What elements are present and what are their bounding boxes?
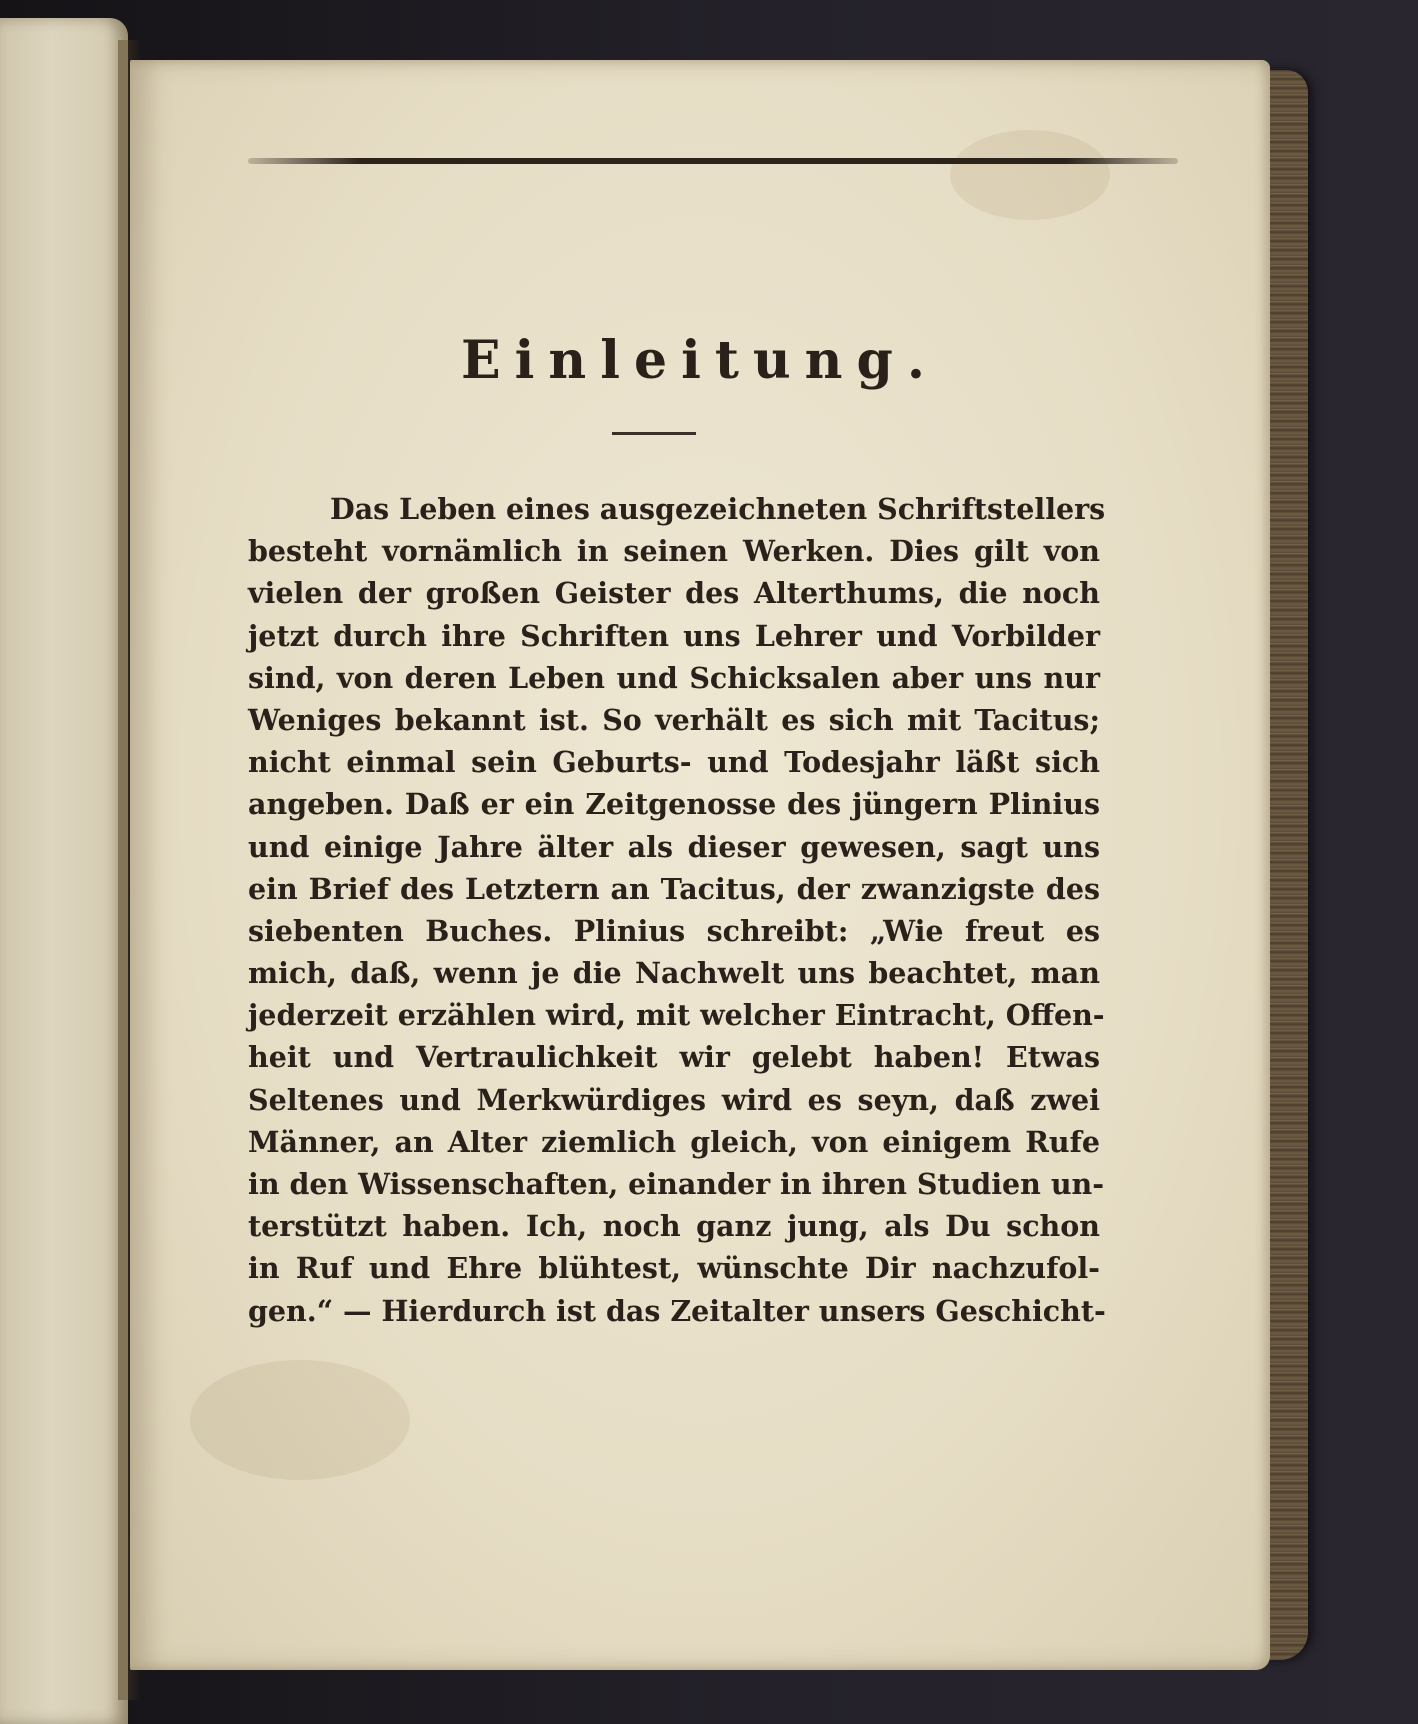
- chapter-title: Einleitung.: [461, 330, 939, 391]
- text-line: siebenten Buches. Plinius schreibt: „Wie freut es: [248, 913, 1100, 948]
- text-line: in den Wissenschaften, einander in ihren Studien un-: [248, 1167, 1105, 1201]
- text-line: vielen der großen Geister des Alterthums, die noch: [248, 576, 1100, 611]
- text-line: sind, von deren Leben und Schicksalen aber uns nur: [248, 660, 1100, 695]
- text-line: heit und Vertraulichkeit wir gelebt haben! Etwas: [248, 1040, 1100, 1075]
- title-underline: [612, 432, 696, 435]
- paper-stain: [950, 130, 1110, 220]
- text-line: und einige Jahre älter als dieser gewesen, sagt uns: [248, 829, 1100, 864]
- text-line: terstützt haben. Ich, noch ganz jung, als Du schon: [248, 1209, 1100, 1244]
- text-line: angeben. Daß er ein Zeitgenosse des jüngern Plinius: [248, 787, 1100, 822]
- text-line: gen.“ — Hierdurch ist das Zeitalter unsers Geschicht-: [248, 1293, 1106, 1328]
- text-line: besteht vornämlich in seinen Werken. Dies gilt von: [248, 534, 1100, 569]
- text-line: Männer, an Alter ziemlich gleich, von einigem Rufe: [248, 1124, 1100, 1159]
- text-line: Seltenes und Merkwürdiges wird es seyn, daß zwei: [248, 1082, 1100, 1117]
- header-rule: [248, 158, 1178, 164]
- text-line: nicht einmal sein Geburts- und Todesjahr läßt sich: [248, 745, 1100, 780]
- text-line: in Ruf und Ehre blühtest, wünschte Dir nachzufol-: [248, 1251, 1100, 1286]
- text-line: ein Brief des Letztern an Tacitus, der zwanzigste des: [248, 871, 1100, 906]
- text-line: Das Leben eines ausgezeichneten Schriftstellers: [330, 492, 1106, 526]
- text-line: jetzt durch ihre Schriften uns Lehrer und Vorbilder: [248, 618, 1100, 653]
- left-page-edge: [0, 18, 128, 1724]
- body-text: [248, 488, 1106, 1332]
- text-line: Weniges bekannt ist. So verhält es sich mit Tacitus;: [248, 702, 1100, 737]
- paper-stain: [190, 1360, 410, 1480]
- text-line: mich, daß, wenn je die Nachwelt uns beachtet, man: [248, 956, 1100, 991]
- right-page: [130, 60, 1270, 1670]
- text-line: jederzeit erzählen wird, mit welcher Eintracht, Offen-: [248, 998, 1105, 1033]
